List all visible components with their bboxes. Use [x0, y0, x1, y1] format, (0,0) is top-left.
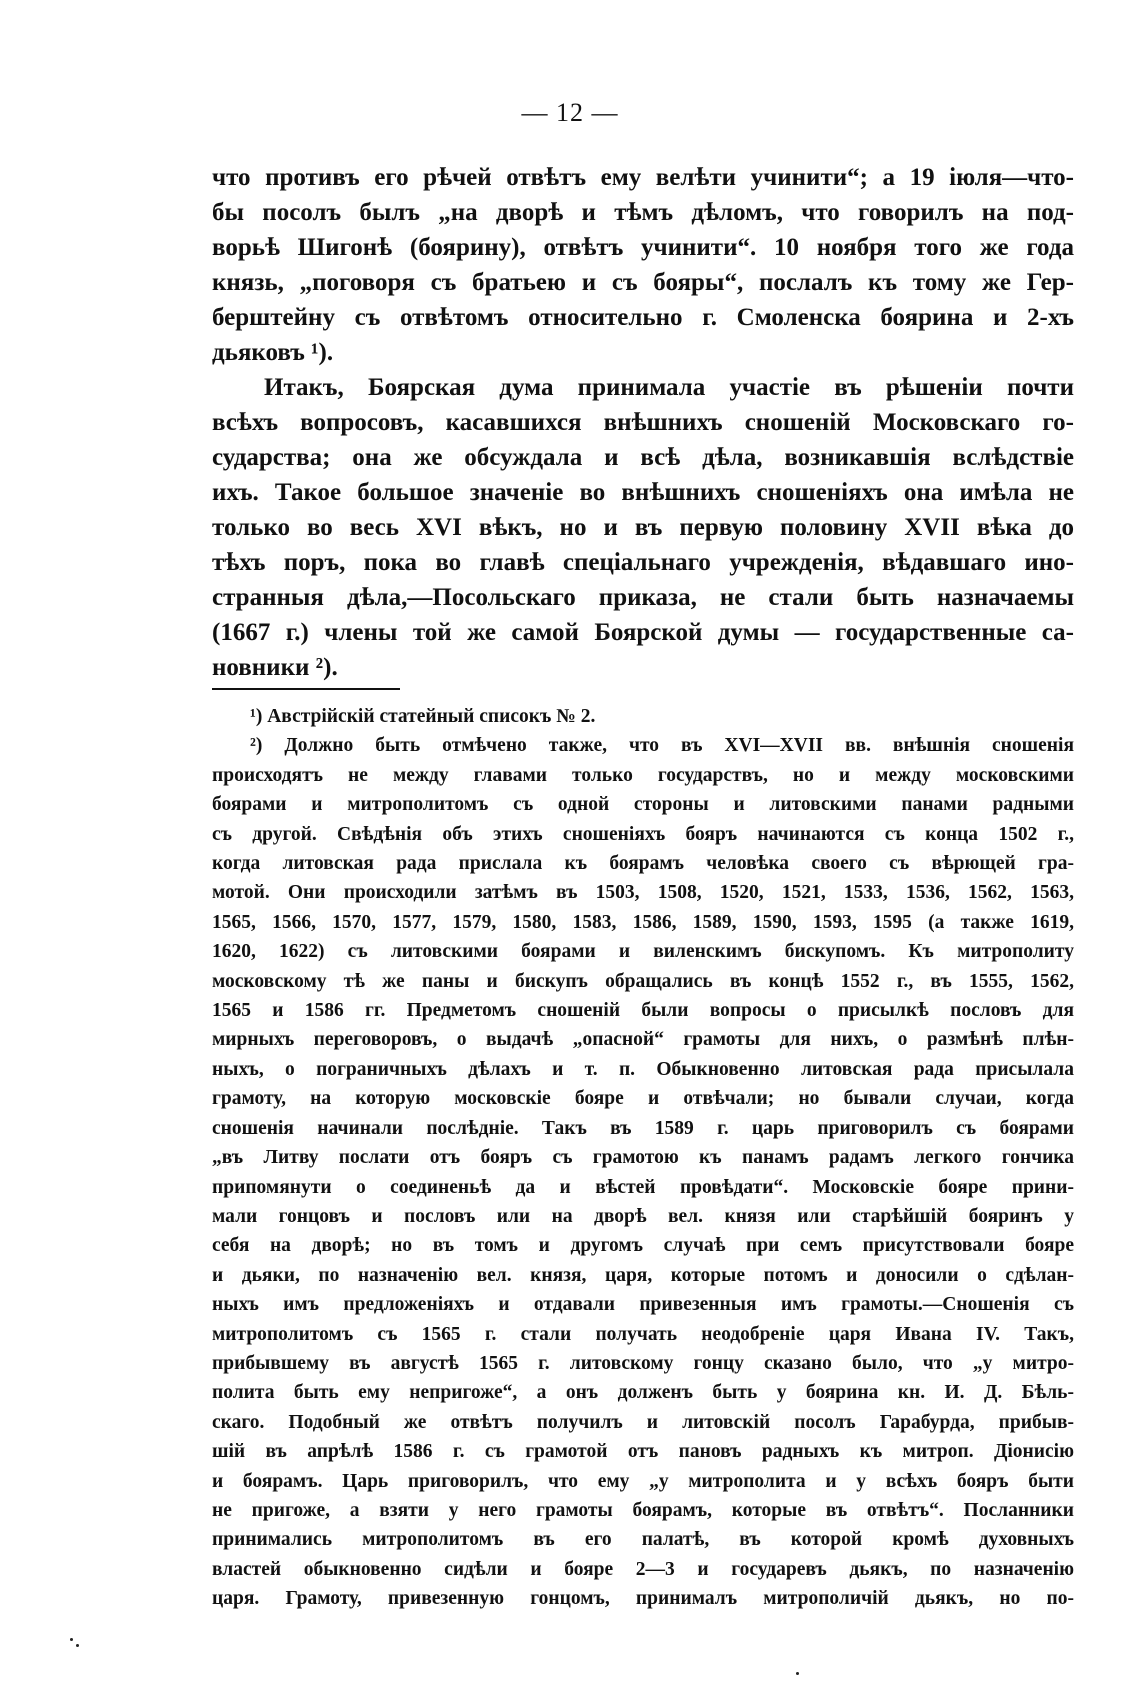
footnote-line: ныхъ, о пограничныхъ дѣлахъ и т. п. Обыкновенно литовская рада присылала [212, 1058, 1074, 1080]
footnote-line: прибывшему въ августѣ 1565 г. литовскому гонцу сказано было, что „у митро- [212, 1352, 1074, 1374]
text-line: князь, „поговоря съ братьею и съ бояры“, послалъ къ тому же Гер- [212, 269, 1074, 296]
scan-speck [796, 1672, 799, 1675]
footnote-line: не пригоже, а взяти у него грамоты боярамъ, которые въ отвѣтъ“. Посланники [212, 1499, 1074, 1521]
footnote-line: московскому тѣ же паны и бискупъ обращались въ концѣ 1552 г., въ 1555, 1562, [212, 970, 1074, 992]
footnote-line: скаго. Подобный же отвѣтъ получилъ и литовскій посолъ Гарабурда, прибыв- [212, 1411, 1074, 1433]
footnote-line: мирныхъ переговоровъ, о выдачѣ „опасной“ грамоты для нихъ, о размѣнѣ плѣн- [212, 1029, 1074, 1051]
footnote-line: царя. Грамоту, привезенную гонцомъ, принималъ митрополичій дьякъ, но по- [212, 1588, 1074, 1610]
footnote-line: и боярамъ. Царь приговорилъ, что ему „у митрополита и у всѣхъ бояръ быти [212, 1470, 1074, 1492]
footnote-line: грамоту, на которую московскіе бояре и отвѣчали; но бывали случаи, когда [212, 1088, 1074, 1110]
text-line: что противъ его рѣчей отвѣтъ ему велѣти учинити“; а 19 іюля—что- [212, 164, 1074, 191]
footnote-line: мали гонцовъ и пословъ или на дворѣ вел. князя или старѣйшій бояринъ у [212, 1205, 1074, 1227]
footnote-line: себя на дворѣ; но въ томъ и другомъ случаѣ при семъ присутствовали бояре [212, 1235, 1074, 1257]
footnote-line: шій въ апрѣлѣ 1586 г. съ грамотой отъ пановъ радныхъ къ митроп. Діонисію [212, 1441, 1074, 1463]
text-line: только во весь XVI вѣкъ, но и въ первую половину XVII вѣка до [212, 514, 1074, 541]
page-number: — 12 — [521, 98, 619, 127]
main-text [212, 160, 1074, 685]
text-line: (1667 г.) члены той же самой Боярской думы — государственные са- [212, 619, 1074, 646]
footnote-line: 1565 и 1586 гг. Предметомъ сношеній были вопросы о присылкѣ пословъ для [212, 1000, 1074, 1022]
footnote-line: 1620, 1622) съ литовскими боярами и виленскимъ бискупомъ. Къ митрополиту [212, 941, 1074, 963]
footnote-line: припомянути о соединеньѣ да и вѣстей провѣдати“. Московскіе бояре прини- [212, 1176, 1074, 1198]
footnote-line: сношенія начинали послѣдніе. Такъ въ 1589 г. царь приговорилъ съ боярами [212, 1117, 1074, 1139]
text-line: странныя дѣла,—Посольскаго приказа, не стали быть назначаемы [212, 584, 1074, 611]
text-line: сударства; она же обсуждала и всѣ дѣла, возникавшія вслѣдствіе [212, 444, 1074, 471]
footnote-line: когда литовская рада прислала къ боярамъ человѣка своего съ вѣрющей гра- [212, 853, 1074, 875]
text-line: тѣхъ поръ, пока во главѣ спеціальнаго учрежденія, вѣдавшаго ино- [212, 549, 1074, 576]
footnote-line: властей обыкновенно сидѣли и бояре 2—3 и государевъ дьякъ, по назначенію [212, 1558, 1074, 1580]
text-line: Итакъ, Боярская дума принимала участіе въ рѣшеніи почти [264, 374, 1074, 401]
text-line: ворьѣ Шигонѣ (боярину), отвѣтъ учинити“. 10 ноября того же года [212, 234, 1074, 261]
scan-speck [70, 1638, 73, 1641]
text-line: дьяковъ ¹). [212, 339, 334, 366]
footnotes [212, 702, 1074, 1614]
footnote-line: происходятъ не между главами только государствъ, но и между московскими [212, 764, 1074, 786]
footnote-divider [212, 688, 400, 690]
footnote-line: митрополитомъ съ 1565 г. стали получать неодобреніе царя Ивана IV. Такъ, [212, 1323, 1074, 1345]
scan-speck [76, 1644, 79, 1647]
footnote-line: „въ Литву послати отъ бояръ съ грамотою къ панамъ радамъ легкого гончика [212, 1147, 1074, 1169]
footnote-line: и дьяки, по назначенію вел. князя, царя, которые потомъ и доносили о сдѣлан- [212, 1264, 1074, 1286]
footnote-line: мотой. Они происходили затѣмъ въ 1503, 1508, 1520, 1521, 1533, 1536, 1562, 1563, [212, 882, 1074, 904]
footnote-line: ныхъ имъ предложеніяхъ и отдавали привезенныя имъ грамоты.—Сношенія съ [212, 1294, 1074, 1316]
text-line: новники ²). [212, 654, 338, 681]
footnote-line: ²) Должно быть отмѣчено также, что въ XVI—XVII вв. внѣшнія сношенія [250, 735, 1074, 757]
footnote-line: 1565, 1566, 1570, 1577, 1579, 1580, 1583, 1586, 1589, 1590, 1593, 1595 (а также 1619, [212, 911, 1074, 933]
text-line: всѣхъ вопросовъ, касавшихся внѣшнихъ сношеній Московскаго го- [212, 409, 1074, 436]
text-line: берштейну съ отвѣтомъ относительно г. Смоленска боярина и 2-хъ [212, 304, 1074, 331]
text-line: ихъ. Такое большое значеніе во внѣшнихъ сношеніяхъ она имѣла не [212, 479, 1074, 506]
text-line: бы посолъ былъ „на дворѣ и тѣмъ дѣломъ, что говорилъ на под- [212, 199, 1074, 226]
footnote-line: съ другой. Свѣдѣнія объ этихъ сношеніяхъ бояръ начинаются съ конца 1502 г., [212, 823, 1074, 845]
footnote-line: полита быть ему непригоже“, а онъ долженъ быть у боярина кн. И. Д. Бѣль- [212, 1382, 1074, 1404]
footnote-line: принимались митрополитомъ въ его палатѣ, въ которой кромѣ духовныхъ [212, 1529, 1074, 1551]
footnote-line: ¹) Австрійскій статейный списокъ № 2. [250, 706, 596, 727]
footnote-line: боярами и митрополитомъ съ одной стороны и литовскими панами радными [212, 794, 1074, 816]
